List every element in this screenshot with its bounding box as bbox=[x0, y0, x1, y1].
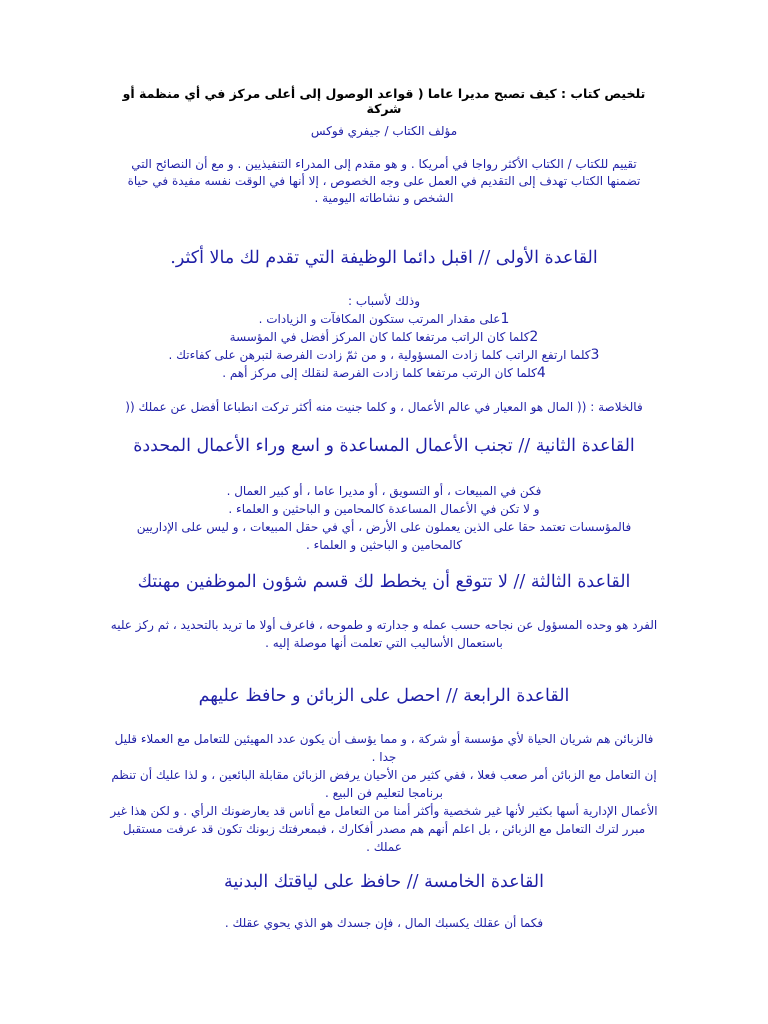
intro-paragraph: تقييم للكتاب / الكتاب الأكثر رواجا في أمريكا . و هو مقدم إلى المدراء التنفيذيين . و مع أن النصائح التي تضمنها الكتاب تهدف إلى التقديم في العمل على وجه الخصوص ، إلا أنها في الوقت نفسه مفيدة في حياة الشخص و نشاطاته اليومية . bbox=[127, 157, 641, 205]
reason-number: 1 bbox=[500, 311, 510, 327]
reason-item bbox=[110, 328, 658, 346]
reason-number: 3 bbox=[590, 347, 600, 363]
rule2-body bbox=[110, 482, 658, 554]
reason-text: كلما كان الراتب مرتفعا كلما كان المركز أفضل في المؤسسة bbox=[229, 330, 530, 344]
reason-text: كلما ارتفع الراتب كلما زادت المسؤولية ، و من ثمّ زادت الفرصة لتبرهن على كفاءتك . bbox=[168, 348, 591, 362]
reason-item bbox=[110, 346, 658, 364]
rule1-heading: القاعدة الأولى // اقبل دائما الوظيفة التي تقدم لك مالا أكثر. bbox=[170, 248, 598, 268]
reason-item bbox=[110, 364, 658, 382]
rule4-line: الأعمال الإدارية أسها بكثير لأنها غير شخصية وأكثر أمنا من التعامل مع أناس قد يعارضونك الرأي . و لكن هذا غير مبرر لترك التعامل مع الزبائن ، بل اعلم أنهم هم مصدر أفكارك ، فبمعرفتك زبونك تكون قد عرفت مستقبل عملك . bbox=[110, 804, 658, 854]
document-title: تلخيص كتاب : كيف تصبح مديرا عاما ( قواعد الوصول إلى أعلى مركز في أي منظمة أو شركة bbox=[122, 86, 646, 116]
rule3-heading: القاعدة الثالثة // لا تتوقع أن يخطط لك قسم شؤون الموظفين مهنتك bbox=[137, 572, 631, 592]
rule5-body: فكما أن عقلك يكسبك المال ، فإن جسدك هو الذي يحوي عقلك . bbox=[224, 916, 544, 930]
reason-number: 2 bbox=[529, 329, 539, 345]
rule4-line: إن التعامل مع الزبائن أمر صعب فعلا ، ففي كثير من الأحيان يرفض الزبائن مقابلة البائعين ، و لذا عليك أن تنظم برنامجا لتعليم فن البيع . bbox=[111, 768, 657, 800]
rule1-reasons bbox=[110, 292, 658, 382]
rule2-line: فكن في المبيعات ، أو التسويق ، أو مديرا عاما ، أو كبير العمال . bbox=[226, 484, 542, 498]
rule4-body bbox=[110, 730, 658, 856]
rule4-line: فالزبائن هم شريان الحياة لأي مؤسسة أو شركة ، و مما يؤسف أن يكون عدد المهيئين للتعامل مع العملاء قليل جدا . bbox=[114, 732, 654, 764]
rule2-line: فالمؤسسات تعتمد حقا على الذين يعملون على الأرض ، أي في حقل المبيعات ، و ليس على الإداريين كالمحامين و الباحثين و العلماء . bbox=[136, 520, 632, 552]
rule3-body: الفرد هو وحده المسؤول عن نجاحه حسب عمله و جدارته و طموحه ، فاعرف أولا ما تريد بالتحديد ، ثم ركز عليه باستعمال الأساليب التي تعلمت أنها موصلة إليه . bbox=[110, 618, 658, 650]
rule5-heading: القاعدة الخامسة // حافظ على لياقتك البدنية bbox=[223, 872, 545, 892]
reason-item bbox=[110, 310, 658, 328]
rule4-heading: القاعدة الرابعة // احصل على الزبائن و حافظ عليهم bbox=[198, 686, 570, 706]
reasons-label: وذلك لأسباب : bbox=[347, 294, 421, 308]
reason-number: 4 bbox=[536, 365, 546, 381]
author-line: مؤلف الكتاب / جيفري فوكس bbox=[310, 124, 458, 138]
reason-text: على مقدار المرتب ستكون المكافآت و الزيادات . bbox=[258, 312, 501, 326]
rule2-heading: القاعدة الثانية // تجنب الأعمال المساعدة و اسع وراء الأعمال المحددة bbox=[133, 436, 635, 456]
rule1-summary: فالخلاصة : (( المال هو المعيار في عالم الأعمال ، و كلما جنيت منه أكثر تركت انطباعا أفضل عن عملك (( bbox=[125, 400, 643, 414]
reason-text: كلما كان الرتب مرتفعا كلما زادت الفرصة لنقلك إلى مركز أهم . bbox=[222, 366, 537, 380]
rule2-line: و لا تكن في الأعمال المساعدة كالمحامين و الباحثين و العلماء . bbox=[228, 502, 540, 516]
